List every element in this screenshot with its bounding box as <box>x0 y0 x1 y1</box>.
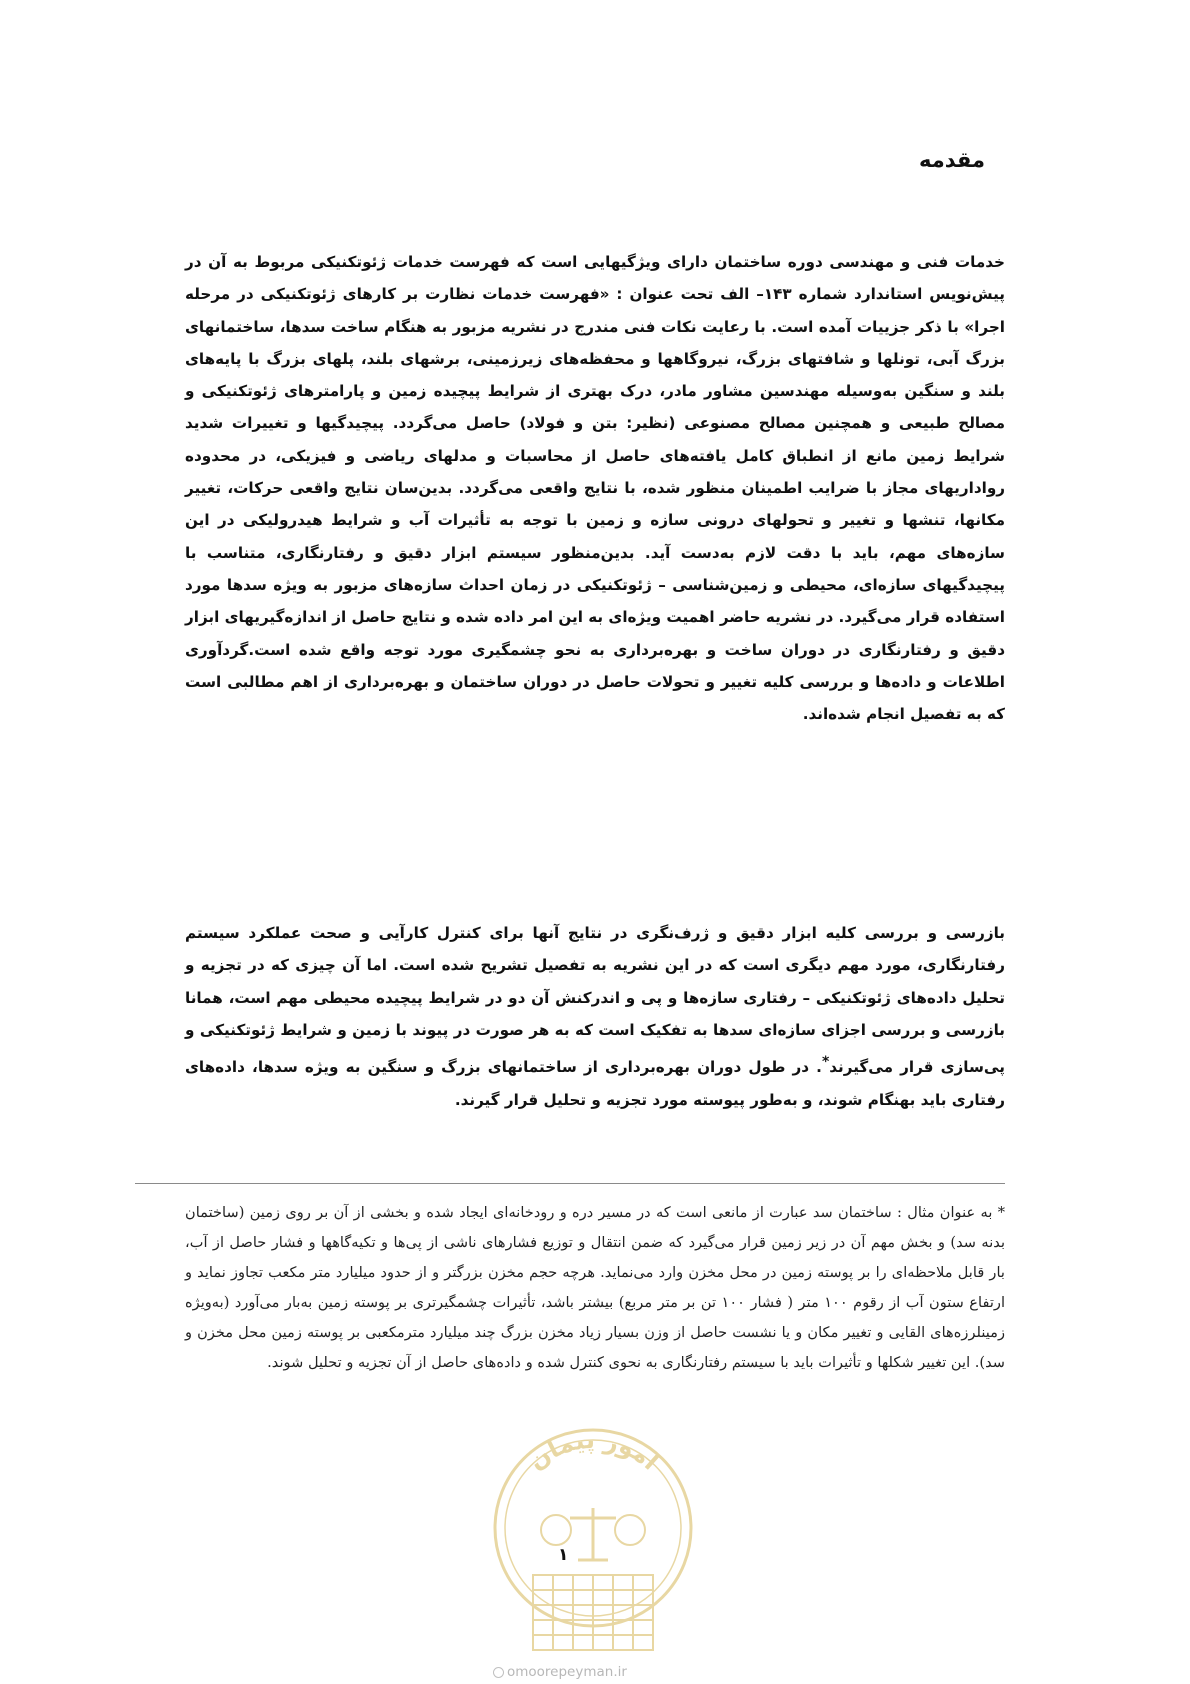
footnote-divider <box>135 1183 1005 1184</box>
footnote-marker: * <box>821 1054 830 1071</box>
website-url: omoorepeyman.ir <box>507 1664 627 1680</box>
section-heading: مقدمه <box>919 148 985 172</box>
page-number: ۱ <box>558 1545 569 1565</box>
intro-paragraph-2 <box>185 917 1005 1116</box>
globe-icon <box>493 1667 504 1678</box>
paragraph-2-text-end: . در طول دوران بهره‌برداری از ساختمانهای بزرگ و سنگین به ویژه سدها، داده‌های رفتاری باید بهنگام شوند، و به‌طور پیوسته مورد تجزیه و تحلیل قرار گیرند. <box>185 1058 1005 1109</box>
website-watermark <box>493 1664 627 1680</box>
watermark-logo <box>478 1410 708 1670</box>
footnote: * به عنوان مثال : ساختمان سد عبارت از مانعی است که در مسیر دره و رودخانه‌ای ایجاد شده و بخشی از آن بر روی زمین (ساختمان بدنه سد) و بخش مهم آن در زیر زمین قرار می‌گیرد که ضمن انتقال و توزیع فشارهای ناشی از پی‌ها و تکیه‌گاهها و فشار حاصل از آب، بار قابل ملاحظه‌ای را بر پوسته زمین در محل مخزن وارد می‌نماید. هرچه حجم مخزن بزرگتر و از حدود میلیارد متر مکعب تجاوز نماید و ارتفاع ستون آب از رقوم ۱۰۰ متر ( فشار ۱۰۰ تن بر متر مربع) بیشتر باشد، تأثیرات چشمگیرتری بر پوسته زمین به‌بار می‌آورد (به‌ویژه زمینلرزه‌های القایی و تغییر مکان و یا نشست حاصل از وزن بسیار زیاد مخزن بزرگ چند میلیارد مترمکعبی بر پوسته زمین محل مخزن و سد). این تغییر شکلها و تأثیرات باید با سیستم رفتارنگاری به نحوی کنترل شده و داده‌های حاصل از آن تجزیه و تحلیل شوند. <box>185 1204 1006 1371</box>
svg-text:امور پیمان <box>523 1426 664 1476</box>
intro-paragraph-1: خدمات فنی و مهندسی دوره ساختمان دارای ویژگیهایی است که فهرست خدمات ژئوتکنیکی مربوط به آن در پیش‌نویس استاندارد شماره ۱۴۳– الف تحت عنوان : «فهرست خدمات نظارت بر کارهای ژئوتکنیکی در مرحله اجرا» با ذکر جزییات آمده است. با رعایت نکات فنی مندرج در نشریه مزبور به هنگام ساخت سدها، ساختمانهای بزرگ آبی، تونلها و شافتهای بزرگ، نیروگاهها و محفظه‌های زیرزمینی، برشهای بلند، پلهای بزرگ با پایه‌های بلند و سنگین به‌وسیله مهندسین مشاور مادر، درک بهتری از شرایط پیچیده زمین و پارامترهای ژئوتکنیکی و مصالح طبیعی و همچنین مصالح مصنوعی (نظیر: بتن و فولاد) حاصل می‌گردد. پیچیدگیها و تغییرات شدید شرایط زمین مانع از انطباق کامل یافته‌های حاصل از محاسبات و مدلهای ریاضی و فیزیکی، در محدوده رواداریهای مجاز با ضرایب اطمینان منظور شده، با نتایج واقعی می‌گردد. بدین‌سان نتایج واقعی حرکات، تغییر مکانها، تنشها و تغییر و تحولهای درونی سازه و زمین با توجه به تأثیرات آب و شرایط هیدرولیکی در این سازه‌های مهم، باید با دقت لازم به‌دست آید. بدین‌منظور سیستم ابزار دقیق و رفتارنگاری، متناسب با پیچیدگیهای سازه‌ای، محیطی و زمین‌شناسی – ژئوتکنیکی در زمان احداث سازه‌های مزبور به ویژه سدها مورد استفاده قرار می‌گیرد. در نشریه حاضر اهمیت ویژه‌ای به این امر داده شده و نتایج حاصل از اندازه‌گیریهای ابزار دقیق و رفتارنگاری در دوران ساخت و بهره‌برداری به نحو چشمگیری مورد توجه واقع شده است.گردآوری اطلاعات و داده‌ها و بررسی کلیه تغییر و تحولات حاصل در دوران ساختمان و بهره‌برداری از اهم مطالبی است که به تفصیل انجام شده‌اند. <box>185 253 1006 724</box>
watermark-text: امور پیمان <box>522 1425 665 1476</box>
paragraph-2-text-start: بازرسی و بررسی کلیه ابزار دقیق و ژرف‌نگری در نتایج آنها برای کنترل کارآیی و صحت عملکرد سیستم رفتارنگاری، مورد مهم دیگری است که در این نشریه به تفصیل تشریح شده است. اما آن چیزی که در تجزیه و تحلیل داده‌های ژئوتکنیکی – رفتاری سازه‌ها و پی و اندرکنش آن دو در شرایط پیچیده محیطی مهم است، همانا بازرسی و بررسی اجزای سازه‌ای سدها به تفکیک است که به هر صورت در پیوند با زمین و شرایط ژئوتکنیکی و پی‌سازی قرار می‌گیرند <box>185 924 1005 1077</box>
